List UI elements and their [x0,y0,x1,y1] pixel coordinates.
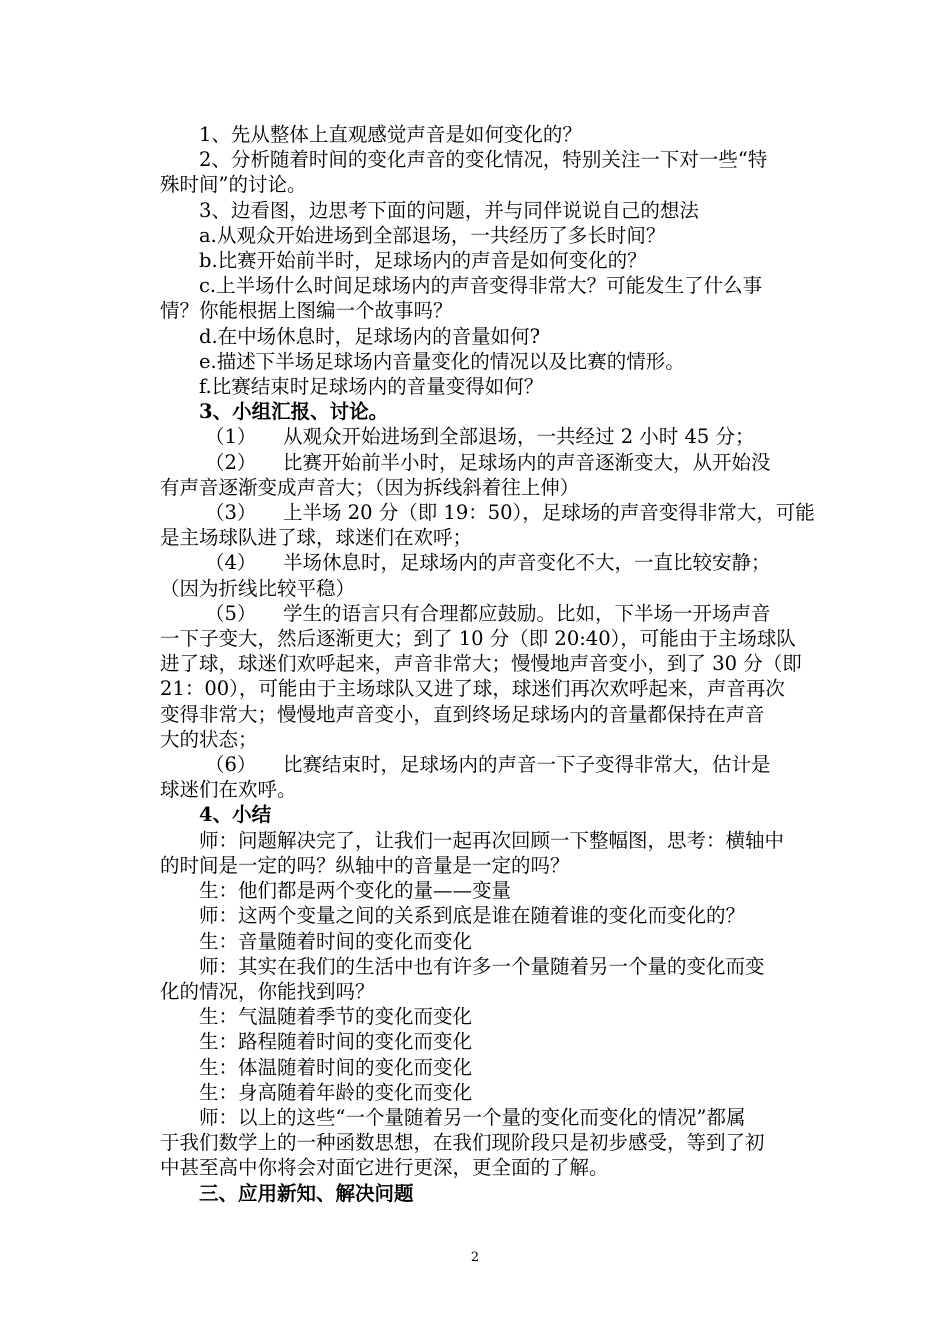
answer-item-3-line-2: 是主场球队进了球，球迷们在欢呼； [160,526,473,550]
question-2-line-1: 2、分析随着时间的变化声音的变化情况，特别关注一下对一些“特 [199,148,768,172]
answer-item-1 [160,424,848,449]
answer-item-1-label: （1） [205,425,257,449]
answer-item-4-line-1 [160,550,848,575]
answer-item-2-text: 比赛开始前半小时，足球场内的声音逐渐变大，从开始没 [283,450,771,474]
document-body [160,122,848,1206]
answer-item-4-text: 半场休息时，足球场内的声音变化不大，一直比较安静； [283,551,771,575]
student-line-1: 生：他们都是两个变化的量——变量 [199,879,512,903]
student-line-3: 生：气温随着季节的变化而变化 [199,1005,473,1029]
section-heading-summary: 4、小结 [199,803,272,827]
answer-item-5-text: 学生的语言只有合理都应鼓励。比如，下半场一开场声音 [283,601,771,625]
answer-item-5-line-2: 一下子变大，然后逐渐更大；到了 10 分（即 20:40），可能由于主场球队 [160,627,796,651]
student-line-2: 生：音量随着时间的变化而变化 [199,929,473,953]
answer-item-5-line-6: 大的状态； [160,727,258,751]
section-heading-apply: 三、应用新知、解决问题 [199,1181,414,1205]
teacher-line-3b: 化的情况，你能找到吗？ [160,979,375,1003]
question-e: e.描述下半场足球场内音量变化的情况以及比赛的情形。 [199,349,685,373]
answer-item-3-line-1 [160,500,848,525]
answer-item-4-label: （4） [205,551,257,575]
answer-item-5-line-5: 变得非常大；慢慢地声音变小，直到终场足球场内的音量都保持在声音 [160,702,765,726]
answer-item-2-line-2: 有声音逐渐变成声音大；（因为拆线斜着往上伸） [160,475,580,499]
answer-item-1-text: 从观众开始进场到全部退场，一共经过 2 小时 45 分； [283,425,755,449]
teacher-line-3a: 师：其实在我们的生活中也有许多一个量随着另一个量的变化而变 [199,954,765,978]
question-c-line-1: c.上半场什么时间足球场内的声音变得非常大？可能发生了什么事 [199,274,763,298]
answer-item-5-line-1 [160,601,848,626]
answer-item-5-line-3: 进了球，球迷们欢呼起来，声音非常大；慢慢地声音变小，到了 30 分（即 [160,652,802,676]
section-heading-group-report: 3、小组汇报、讨论。 [199,400,389,424]
answer-item-5-line-4: 21：00），可能由于主场球队又进了球，球迷们再次欢呼起来，声音再次 [160,677,785,701]
question-2-line-2: 殊时间”的讨论。 [160,173,307,197]
student-line-6: 生：身高随着年龄的变化而变化 [199,1080,473,1104]
teacher-line-1a: 师：问题解决完了，让我们一起再次回顾一下整幅图，思考：横轴中 [199,828,785,852]
answer-item-5-label: （5） [205,601,257,625]
question-1: 1、先从整体上直观感觉声音是如何变化的？ [199,123,582,146]
question-f: f.比赛结束时足球场内的音量变得如何？ [199,375,544,399]
answer-item-6-text: 比赛结束时，足球场内的声音一下子变得非常大，估计是 [283,753,771,777]
answer-item-6-line-1 [160,752,848,777]
answer-item-6-line-2: 球迷们在欢呼。 [160,778,297,802]
answer-item-2-line-1 [160,450,848,475]
student-line-4: 生：路程随着时间的变化而变化 [199,1030,473,1054]
answer-item-6-label: （6） [205,753,257,777]
page-number: 2 [470,1250,480,1265]
question-c-line-2: 情？你能根据上图编一个故事吗？ [160,299,453,323]
teacher-line-4b: 于我们数学上的一种函数思想，在我们现阶段只是初步感受，等到了初 [160,1131,765,1155]
teacher-line-2: 师：这两个变量之间的关系到底是谁在随着谁的变化而变化的？ [199,904,746,928]
answer-item-3-text: 上半场 20 分（即 19：50），足球场的声音变得非常大，可能 [283,501,815,525]
teacher-line-4a: 师：以上的这些“一个量随着另一个量的变化而变化的情况”都属 [199,1105,746,1129]
teacher-line-1b: 的时间是一定的吗？纵轴中的音量是一定的吗？ [160,853,570,877]
student-line-5: 生：体温随着时间的变化而变化 [199,1055,473,1079]
answer-item-4-line-2: （因为折线比较平稳） [160,576,356,600]
question-b: b.比赛开始前半时，足球场内的声音是如何变化的？ [199,249,647,273]
answer-item-3-label: （3） [205,501,257,525]
question-d: d.在中场休息时，足球场内的音量如何? [199,324,541,348]
question-3: 3、边看图，边思考下面的问题，并与同伴说说自己的想法 [199,198,699,222]
teacher-line-4c: 中甚至高中你将会对面它进行更深，更全面的了解。 [160,1156,609,1180]
question-a: a.从观众开始进场到全部退场，一共经历了多长时间？ [199,223,666,247]
answer-item-2-label: （2） [205,450,257,474]
